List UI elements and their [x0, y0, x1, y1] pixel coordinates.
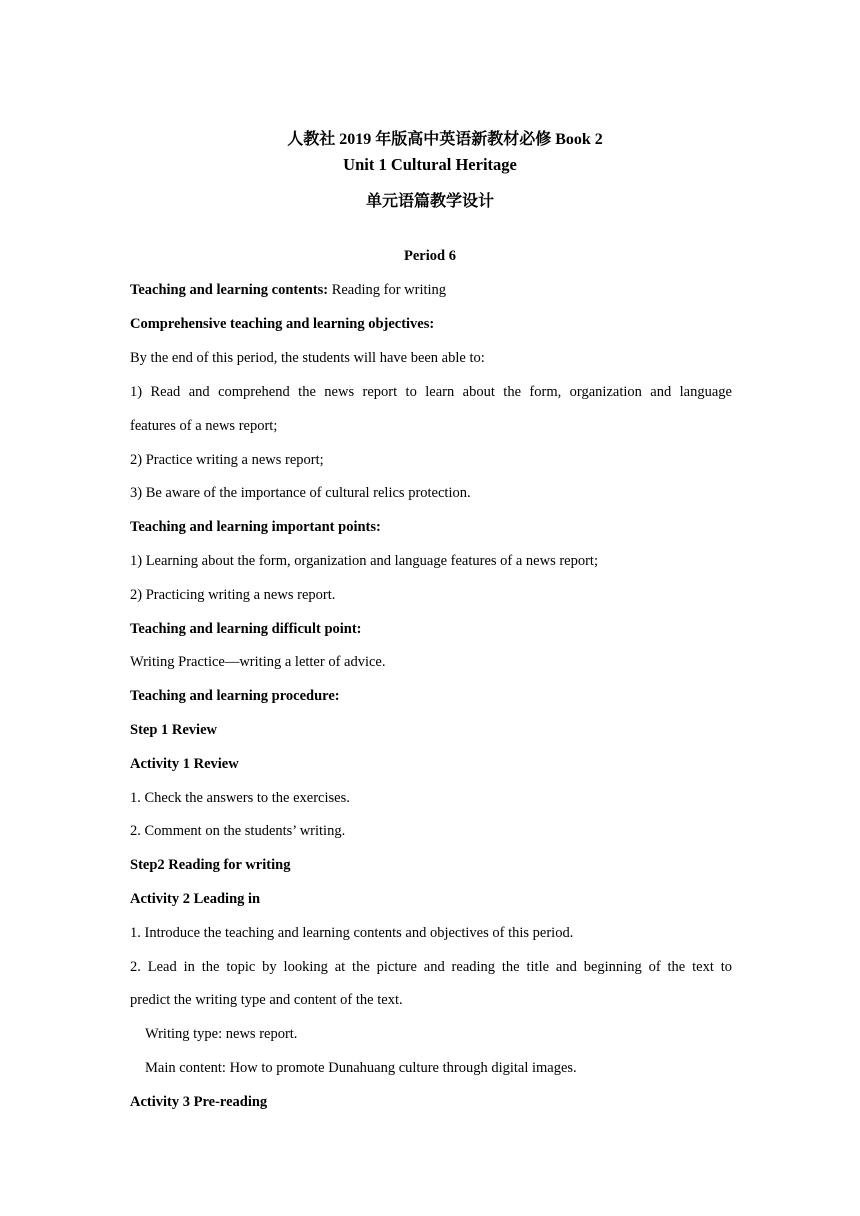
objective-item-3: 3) Be aware of the importance of cultural relics protection. — [130, 485, 471, 501]
period-heading: Period 6 — [404, 248, 456, 264]
document-title-line-3: 单元语篇教学设计 — [365, 193, 494, 210]
objective-item-1-line-1: 1) Read and comprehend the news report to learn about the form, organization and language — [130, 384, 732, 400]
important-point-item-1: 1) Learning about the form, organization and language features of a news report; — [130, 553, 598, 569]
important-point-item-2: 2) Practicing writing a news report. — [130, 587, 336, 603]
contents-line — [130, 281, 732, 299]
main-content-line: Main content: How to promote Dunahuang culture through digital images. — [145, 1060, 577, 1076]
objective-item-2: 2) Practice writing a news report; — [130, 452, 324, 468]
procedure-heading: Teaching and learning procedure: — [130, 688, 340, 704]
difficult-point-text: Writing Practice—writing a letter of advice. — [130, 654, 386, 670]
activity-2-item-2-line-2: predict the writing type and content of the text. — [130, 992, 403, 1008]
objectives-intro: By the end of this period, the students will have been able to: — [130, 350, 485, 366]
step-1-heading: Step 1 Review — [130, 722, 217, 738]
difficult-point-heading: Teaching and learning difficult point: — [130, 621, 362, 637]
step-2-heading: Step2 Reading for writing — [130, 857, 291, 873]
important-points-heading: Teaching and learning important points: — [130, 519, 381, 535]
activity-2-item-2-line-1: 2. Lead in the topic by looking at the picture and reading the title and beginning of the text to — [130, 959, 732, 975]
contents-label: Teaching and learning contents: — [130, 282, 329, 298]
writing-type-line: Writing type: news report. — [145, 1026, 298, 1042]
activity-1-heading: Activity 1 Review — [130, 756, 239, 772]
activity-2-item-1: 1. Introduce the teaching and learning contents and objectives of this period. — [130, 925, 574, 941]
activity-1-item-2: 2. Comment on the students’ writing. — [130, 823, 346, 839]
document-title-line-1: 人教社 2019 年版高中英语新教材必修 Book 2 — [287, 131, 603, 148]
activity-3-heading: Activity 3 Pre-reading — [130, 1094, 268, 1110]
activity-1-item-1: 1. Check the answers to the exercises. — [130, 790, 350, 806]
activity-2-heading: Activity 2 Leading in — [130, 891, 261, 907]
contents-value: Reading for writing — [328, 282, 447, 298]
document-title-line-2: Unit 1 Cultural Heritage — [343, 155, 517, 174]
objective-item-1-line-2: features of a news report; — [130, 418, 278, 434]
objectives-heading: Comprehensive teaching and learning objectives: — [130, 316, 435, 332]
